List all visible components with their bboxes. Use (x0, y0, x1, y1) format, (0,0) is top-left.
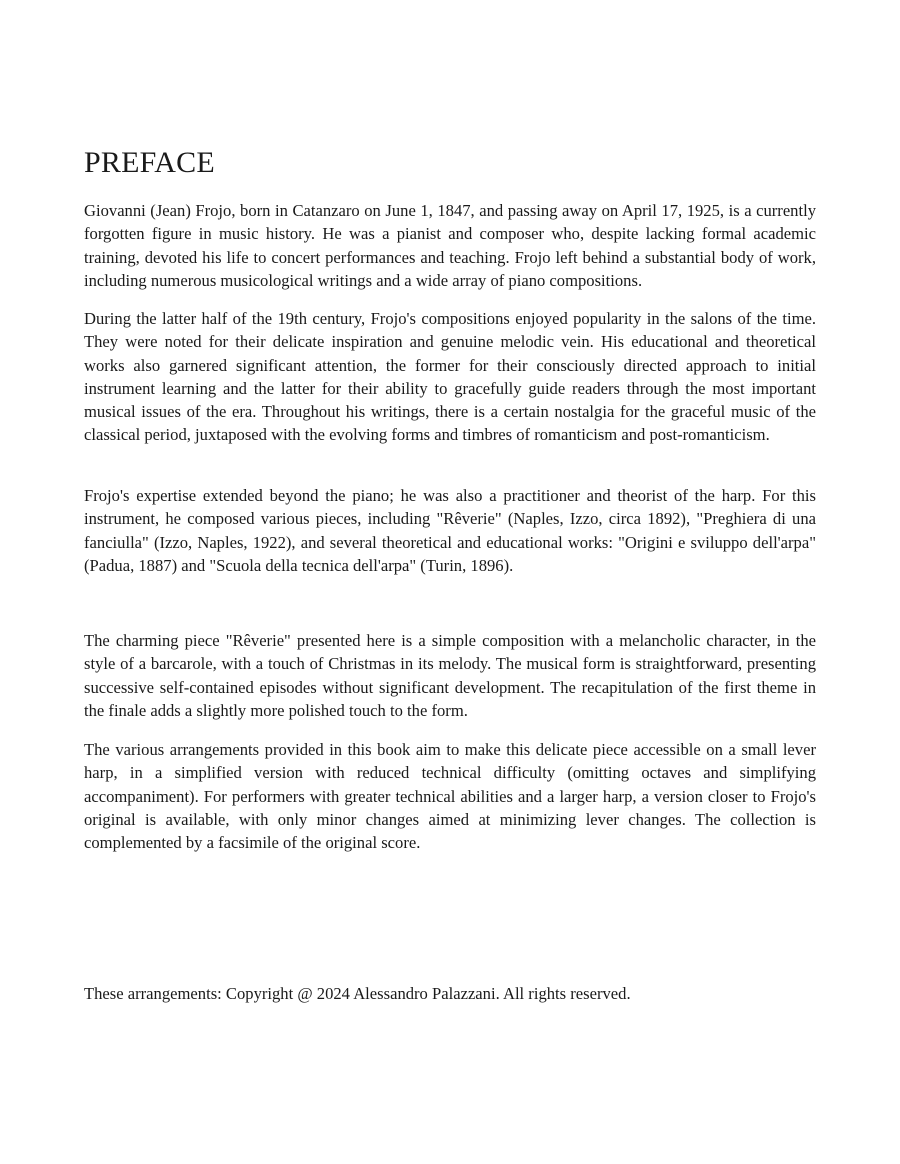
paragraph-harp-works: Frojo's expertise extended beyond the piano; he was also a practitioner and theorist of the harp. For this instrument, he composed various pieces, including "Rêverie" (Naples, Izzo, circa 1892), "Preghiera di una fanciulla" (Izzo, Naples, 1922), and several theoretical and educational works: "Origini e sviluppo dell'arpa" (Padua, 1887) and "Scuola della tecnica dell'arpa" (Turin, 1896). (84, 486, 816, 575)
paragraph-biography: Giovanni (Jean) Frojo, born in Catanzaro on June 1, 1847, and passing away on April 17, 1925, is a currently forgotten figure in music history. He was a pianist and composer who, despite lacking formal academic training, devoted his life to concert performances and teaching. Frojo left behind a substantial body of work, including numerous musicological writings and a wide array of piano compositions. (84, 201, 816, 290)
paragraph-arrangements: The various arrangements provided in this book aim to make this delicate piece accessible on a small lever harp, in a simplified version with reduced technical difficulty (omitting octaves and simplifying accompaniment). For performers with greater technical abilities and a larger harp, a version closer to Frojo's original is available, with only minor changes aimed at minimizing lever changes. The collection is complemented by a facsimile of the original score. (84, 740, 816, 853)
paragraph-compositions: During the latter half of the 19th century, Frojo's compositions enjoyed popularity in the salons of the time. They were noted for their delicate inspiration and genuine melodic vein. His educational and theoretical works also garnered significant attention, the former for their consciously directed approach to initial instrument learning and the latter for their ability to gracefully guide readers through the most important musical issues of the era. Throughout his writings, there is a certain nostalgia for the graceful music of the classical period, juxtaposed with the evolving forms and timbres of romanticism and post-romanticism. (84, 309, 816, 445)
page-title: PREFACE (84, 146, 215, 179)
paragraph-reverie-description: The charming piece "Rêverie" presented here is a simple composition with a melancholic character, in the style of a barcarole, with a touch of Christmas in its melody. The musical form is straightforward, presenting successive self-contained episodes without significant development. The recapitulation of the first theme in the finale adds a slightly more polished touch to the form. (84, 631, 816, 720)
copyright-notice: These arrangements: Copyright @ 2024 Alessandro Palazzani. All rights reserved. (84, 984, 631, 1003)
